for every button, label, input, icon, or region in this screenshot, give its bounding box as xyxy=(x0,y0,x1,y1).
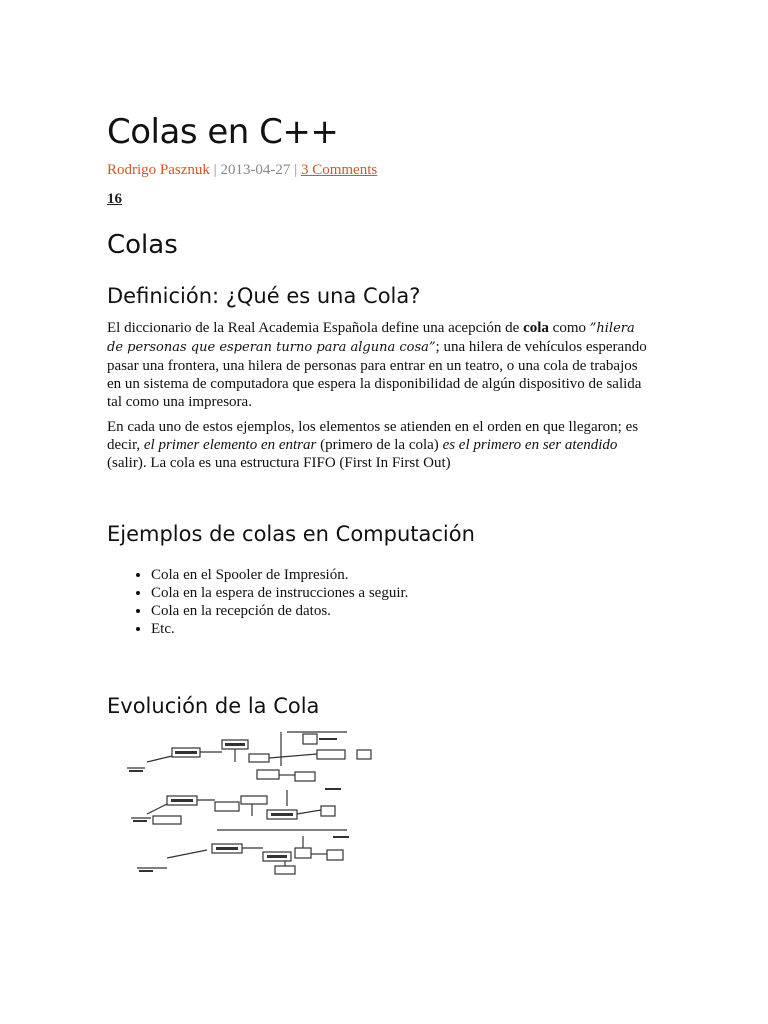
diagram-node xyxy=(295,772,315,781)
diagram-label-mark xyxy=(133,820,147,822)
text-span: como xyxy=(548,320,590,336)
page-title: Colas en C++ xyxy=(107,112,339,152)
diagram-label-mark xyxy=(216,847,238,850)
list-item: • Etc. xyxy=(151,620,408,638)
diagram-label-mark xyxy=(319,738,337,740)
post-meta xyxy=(107,162,377,179)
author-link[interactable]: Rodrigo Pasznuk xyxy=(107,162,210,178)
post-date: 2013-04-27 xyxy=(220,162,291,178)
section-heading: Colas xyxy=(107,230,178,260)
meta-separator: | xyxy=(209,162,221,178)
bold-term: cola xyxy=(523,320,549,336)
diagram-label-mark xyxy=(333,836,349,838)
examples-heading: Ejemplos de colas en Computación xyxy=(107,522,475,546)
text-span: (salir). La cola es una estructura FIFO (First In First Out) xyxy=(107,455,451,471)
italic-phrase: es el primero en ser atendido xyxy=(442,437,618,453)
diagram-label-mark xyxy=(225,743,245,746)
diagram-label-mark xyxy=(271,813,293,816)
italic-phrase: el primer elemento en entrar xyxy=(143,437,317,453)
queue-evolution-diagram xyxy=(107,726,382,878)
diagram-node xyxy=(275,866,295,874)
diagram-node xyxy=(215,802,239,811)
meta-separator: | xyxy=(290,162,301,178)
diagram-node xyxy=(249,754,269,762)
diagram-label-mark xyxy=(171,799,193,802)
list-item: • Cola en la espera de instrucciones a seguir. xyxy=(151,584,408,602)
diagram-node xyxy=(303,734,317,744)
text-span: ; una hilera de vehículos esperando pasar una frontera, una hilera de personas para entrar en un teatro, o una cola de trabajos en un sistema de computadora que espera la disponibilidad de algún dispositivo de salida tal como una impresora. xyxy=(107,339,647,410)
definition-paragraph xyxy=(107,319,647,411)
evolution-heading: Evolución de la Cola xyxy=(107,694,320,718)
list-item: • Cola en el Spooler de Impresión. xyxy=(151,566,408,584)
text-span: El diccionario de la Real Academia Española define una acepción de xyxy=(107,320,524,336)
diagram-node xyxy=(321,806,335,816)
diagram-label-mark xyxy=(325,788,341,790)
comments-link[interactable]: 3 Comments xyxy=(300,162,378,178)
diagram-label-mark xyxy=(129,770,143,772)
text-span: En cada uno de estos ejemplos, los elementos se atienden en el orden en que llegaron; es decir, xyxy=(107,419,639,453)
definition-heading: Definición: ¿Qué es una Cola? xyxy=(107,284,421,308)
list-item: • Cola en la recepción de datos. xyxy=(151,602,408,620)
examples-list xyxy=(127,566,408,638)
diagram-node xyxy=(357,750,371,759)
diagram-label-mark xyxy=(175,751,197,754)
text-span: (primero de la cola) xyxy=(316,437,443,453)
diagram-node xyxy=(257,770,279,779)
diagram-node xyxy=(153,816,181,824)
diagram-node xyxy=(327,850,343,860)
quoted-definition: ”hilera de personas que esperan turno para alguna cosa” xyxy=(107,321,635,355)
fifo-paragraph xyxy=(107,418,647,472)
diagram-node xyxy=(317,750,345,759)
diagram-label-mark xyxy=(267,855,287,858)
share-counter[interactable]: 16 xyxy=(107,191,122,207)
diagram-label-mark xyxy=(139,870,153,872)
diagram-node xyxy=(295,848,311,858)
diagram-node xyxy=(241,796,267,804)
